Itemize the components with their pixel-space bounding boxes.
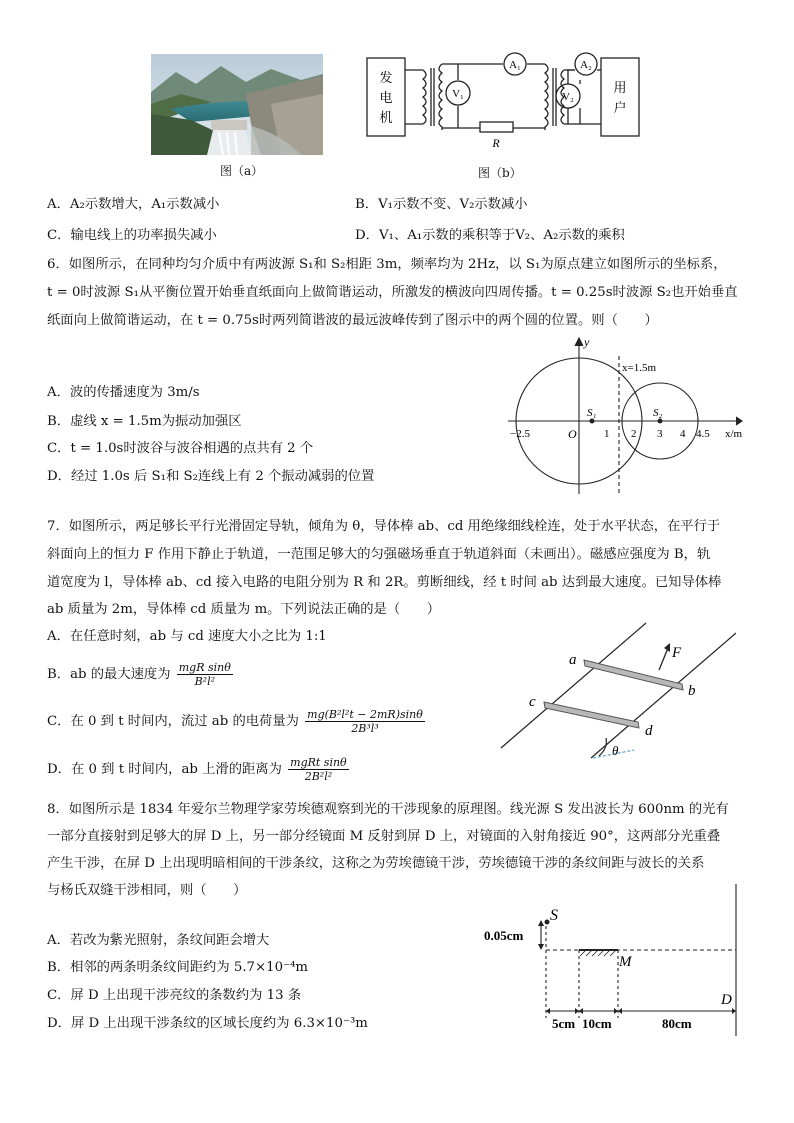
q7-option-c [47,708,425,735]
generator-label-2: 电 [379,90,393,105]
tick-4: 4 [680,428,686,440]
x-axis-label: x/m [725,428,743,440]
tick-2: 2 [631,428,637,440]
source-dot [545,920,550,925]
dashed-line-label: x=1.5m [622,362,657,374]
rails-figure [496,618,736,768]
q6-stem-2: t = 0时波源 S₁从平衡位置开始垂直纸面向上做简谐运动，所激发的横波向四周传播。t = 0.25s时波源 S₂也开始垂直 [47,285,738,300]
fig-a-caption: 图（a） [220,164,264,178]
q6-stem-3: 纸面向上做简谐运动，在 t = 0.75s时两列简谐波的最远波峰传到了图示中的两个圆的位置。则（ ） [47,313,658,328]
q7-d-numerator: mgRt sinθ [290,756,347,769]
q7-c-numerator: mg(B²l²t − 2mR)sinθ [307,708,423,721]
q7-stem-4: ab 质量为 2m，导体棒 cd 质量为 m。下列说法正确的是（ ） [47,602,441,617]
q5-option-a: A．A₂示数增大，A₁示数减小 [47,197,220,212]
label-80cm: 80cm [662,1016,692,1031]
q6-option-c: C．t = 1.0s时波谷与波谷相遇的点共有 2 个 [47,441,314,456]
user-label-2: 户 [613,100,627,115]
tick-4-5: 4.5 [696,428,710,440]
label-5cm: 5cm [552,1016,576,1031]
dam-photo [151,54,323,155]
origin-label: O [568,427,577,441]
s2-label: S₂ [653,407,663,419]
q6-option-b: B．虚线 x = 1.5m为振动加强区 [47,414,242,429]
label-theta: θ [612,743,619,758]
lloyd-mirror-figure [482,882,744,1040]
label-m: M [619,954,632,970]
label-s: S [550,907,558,924]
label-b: b [688,683,696,699]
q7-stem-2: 斜面向上的恒力 F 作用下静止于轨道，一范围足够大的匀强磁场垂直于轨道斜面（未画出）。磁感应强度为 B，轨 [47,547,711,562]
tick-neg-2-5: −2.5 [510,428,530,440]
label-a: a [569,652,577,668]
voltmeter-v2: V₂ [562,91,574,103]
label-d: D [721,992,732,1008]
label-10cm: 10cm [582,1016,612,1031]
resistor-r: R [492,136,500,150]
q7-option-b [47,661,233,688]
q8-option-a: A．若改为紫光照射，条纹间距会增大 [47,933,270,948]
label-height: 0.05cm [484,928,524,943]
q7-b-numerator: mgR sinθ [178,661,231,674]
q5-option-c: C．输电线上的功率损失减小 [47,228,217,243]
tick-3: 3 [657,428,663,440]
q7-c-denominator: 2B³l³ [351,722,379,735]
q8-option-b: B．相邻的两条明条纹间距约为 5.7×10⁻⁴m [47,960,309,975]
q7-stem-1: 7．如图所示，两足够长平行光滑固定导轨，倾角为 θ，导体棒 ab、cd 用绝缘细线栓连，处于水平状态，在平行于 [47,519,721,534]
ammeter-a2: A₂ [580,59,592,71]
voltmeter-v1: V₁ [452,88,464,100]
y-axis-label: y [584,336,590,349]
s1-label: S₁ [587,407,597,419]
q8-option-c: C．屏 D 上出现干涉亮纹的条数约为 13 条 [47,988,302,1003]
q8-stem-2: 一部分直接射到足够大的屏 D 上，另一部分经镜面 M 反射到屏 D 上，对镜面的入射角接近 90°，这两部分光重叠 [47,829,721,844]
q5-option-d: D．V₁、A₁示数的乘积等于V₂、A₂示数的乘积 [355,228,625,243]
q7-option-c-text: C．在 0 到 t 时间内，流过 ab 的电荷量为 [47,714,299,729]
q7-option-b-text: B．ab 的最大速度为 [47,667,171,682]
transmission-circuit [365,50,645,155]
q8-stem-1: 8．如图所示是 1834 年爱尔兰物理学家劳埃德观察到光的干涉现象的原理图。线光源 S 发出波长为 600nm 的光有 [47,802,729,817]
fig-b-caption: 图（b） [478,166,522,180]
label-c: c [529,694,536,710]
q7-d-denominator: 2B²l² [304,770,333,783]
q8-stem-3: 产生干涉，在屏 D 上出现明暗相间的干涉条纹，这称之为劳埃德镜干涉，劳埃德镜干涉的条纹间距与波长的关系 [47,856,705,871]
generator-label-1: 发 [379,70,393,85]
q8-stem-4: 与杨氏双缝干涉相同，则（ ） [47,883,247,898]
q7-stem-3: 道宽度为 l，导体棒 ab、cd 接入电路的电阻分别为 R 和 2R。剪断细线，经 t 时间 ab 达到最大速度。已知导体棒 [47,575,722,590]
q8-option-d: D．屏 D 上出现干涉条纹的区域长度约为 6.3×10⁻³m [47,1016,368,1031]
wave-sources-figure [508,336,748,496]
generator-label-3: 机 [379,110,393,125]
s2-dot [658,419,663,424]
label-d: d [645,723,653,739]
s1-dot [590,419,595,424]
tick-1: 1 [604,428,610,440]
q7-option-d-text: D．在 0 到 t 时间内，ab 上滑的距离为 [47,762,282,777]
q7-option-d [47,756,349,783]
q6-option-d: D．经过 1.0s 后 S₁和 S₂连线上有 2 个振动减弱的位置 [47,469,375,484]
q7-option-a: A．在任意时刻，ab 与 cd 速度大小之比为 1:1 [47,629,327,644]
q5-option-b: B．V₁示数不变、V₂示数减小 [355,197,528,212]
user-label-1: 用 [613,80,627,95]
q6-option-a: A．波的传播速度为 3m/s [47,385,200,400]
label-f: F [672,645,682,661]
ammeter-a1: A₁ [509,59,521,71]
q6-stem-1: 6．如图所示，在同种均匀介质中有两波源 S₁和 S₂相距 3m，频率均为 2Hz，以 S₁为原点建立如图所示的坐标系， [47,257,727,272]
q7-b-denominator: B²l² [194,675,216,688]
